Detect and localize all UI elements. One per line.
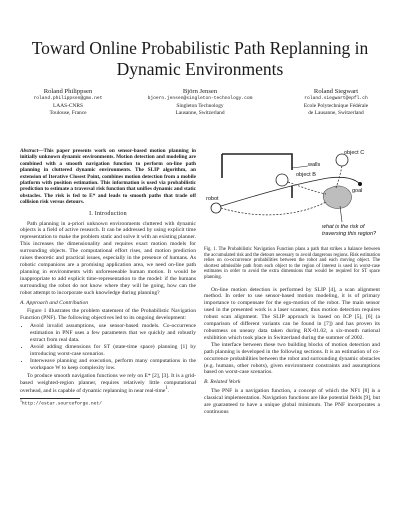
author-name: Roland Siegwart bbox=[313, 88, 359, 95]
interface-paragraph: The interface between these two building blocks of motion detection and path planning is developed in the following sections. It is an estimation of co-occurrence probabilities between the robot and surrounding dynamic obstacles (e.g. humans, other robots), given environment constraints and assumptions based on worst-case scenarios. bbox=[204, 341, 380, 376]
smooth-nav-paragraph: To produce smooth navigation functions we rely on E* [2], [3]. It is a grid-based weighted-region planner, requires relatively little computational overhead, and is capable of dynamic replanning in near real-time$^1$. bbox=[20, 372, 196, 395]
object-c-label: object C bbox=[344, 150, 365, 156]
section-heading-introduction: I. Introduction bbox=[89, 210, 127, 217]
author-block-2 bbox=[140, 88, 260, 116]
author-org: LAAS-CNRS bbox=[53, 102, 83, 109]
question-label-line2: traversing this region? bbox=[322, 231, 377, 237]
related-paragraph: The PNF is a navigation function, a concept of which the NF1 [8] is a classical implementation. Navigation functions are like potential fields [9], but are guaranteed to have a unique global minimum. The PNF incorporates a continuous bbox=[204, 388, 380, 415]
author-name: Roland Philippsen bbox=[43, 88, 93, 95]
footnote-marker: 1 bbox=[165, 386, 168, 392]
worst-case-paths bbox=[221, 166, 342, 215]
list-item: • Avoid adding dimensions for ST (state-time space) planning [1] by introducing worst-case scenarios. bbox=[30, 344, 196, 358]
object-b-label: object B bbox=[296, 172, 316, 178]
goal-label: goal bbox=[352, 188, 363, 194]
intro-paragraph: Path planning in a-priori unknown environments cluttered with dynamic objects is a field of active research. It can be addressed by using explicit time representation to make the problem static and solve it with an existing planner. This increases the dimensionality and requires exact motion models for surrounding objects. The computational effort rises, and motion prediction raises theoretic and practical issues, especially in the presence of humans. As robotic companions are a promising application area, we need on-line path planning in environments with unforeseeable human motion. It would be inappropriate to add explicit time-representation to the model: if the humans surrounding the robot do not know where they will be going, how can the robot attempt to incorporate such knowledge during planning? bbox=[20, 220, 197, 296]
list-item: • Avoid invalid assumptions, use sensor-based models. Co-occurrence estimation in PNF uses a few parameters that we quickly and robustly extract from real data. bbox=[30, 323, 196, 344]
walls-label: walls bbox=[308, 162, 321, 168]
smooth-nav-text: To produce smooth navigation functions we rely on E* [2], [3]. It is a grid-based weighted-region planner, requires relatively little computational overhead, and is capable of dynamic replanning in near real-time bbox=[20, 372, 196, 395]
figure-caption: Fig. 1. The Probabilistic Navigation Function plans a path that strikes a balance between the accumulated risk and the detours necessary to avoid dangerous regions. Risk estimation relies on co-occurrence probabilities between the robot and each moving object. The shortest admissible path from each object to the region of interest is used in worst-case estimates in order to avoid the extra dimensions that would be required for ST space planning. bbox=[204, 247, 380, 280]
author-org: Singleton Technology bbox=[176, 102, 224, 109]
abstract bbox=[20, 148, 196, 206]
robot-label: robot bbox=[206, 196, 219, 202]
author-email: bjoern.jensen@singleton-technology.com bbox=[147, 96, 253, 101]
objectives-list bbox=[20, 323, 196, 371]
risk-region bbox=[323, 186, 351, 209]
figure-1-diagram bbox=[204, 148, 380, 246]
approach-paragraph: Figure 1 illustrates the problem statement of the Probabilistic Navigation Function (PNF). The following objectives led to its ongoing development: bbox=[20, 308, 196, 322]
footnote-number: 1 bbox=[20, 399, 22, 404]
paper-title: Toward Online Probabilistic Path Replanning in Dynamic Environments bbox=[31, 38, 369, 79]
question-label-line1: what is the risk of bbox=[322, 224, 365, 230]
object-b-shape bbox=[276, 174, 288, 186]
author-org: Ecole Polytechnique Fédérale bbox=[303, 102, 369, 109]
author-email: roland.philippsen@gmx.net bbox=[33, 96, 103, 101]
robot-shape bbox=[211, 203, 221, 213]
abstract-label: Abstract— bbox=[20, 148, 44, 154]
footnote-url: http://estar.sourceforge.net/ bbox=[21, 401, 102, 407]
subsection-heading-related: B. Related Work bbox=[204, 379, 241, 386]
footnote bbox=[20, 399, 196, 407]
author-email: roland.siegwart@epfl.ch bbox=[304, 96, 368, 101]
subsection-heading-approach: A. Approach and Contribution bbox=[20, 299, 89, 306]
list-item: • Interweave planning and execution, perform many computations in the workspace W to keep complexity low. bbox=[30, 358, 196, 372]
author-block-3 bbox=[282, 88, 390, 116]
author-city: Lausanne, Switzerland bbox=[175, 109, 225, 116]
abstract-text: This paper presents work on sensor-based motion planning in initially unknown dynamic environments. Motion detection and modeling are combined with a smooth navigation function to perform on-line path planning in cluttered dynamic environments. The SLIP algorithm, an extension of Iterative Closest Point, combines motion detection from a mobile platform with position estimation. This information is used via probabilistic prediction to estimate a traversal risk function that unifies dynamic and static obstacles. The risk is fed to E* and leads to smooth paths that trade off collision risk versus detours. bbox=[20, 148, 196, 206]
right-column bbox=[204, 148, 380, 416]
author-city: Toulouse, France bbox=[49, 109, 87, 116]
slip-paragraph: On-line motion detection is performed by SLIP [4], a scan alignment method. In order to use sensor-based motion modeling, it is of primary importance to compensate for the ego-motion of the robot. The main sensor used in the presented work is a laser scanner, thus motion detection requires robust scan alignment. The SLIP approach is based on ICP [5], [6] (a comparison of different variants can be found in [7]) and has proven its robustness on uneasy data taken during RX-01.02, a six-month national exhibition which took place in Switzerland during the summer of 2002. bbox=[204, 286, 380, 341]
author-block-1 bbox=[22, 88, 114, 116]
figure-1 bbox=[204, 148, 380, 246]
left-column bbox=[20, 148, 196, 407]
author-city: de Lausanne, Switzerland bbox=[308, 109, 364, 116]
author-name: Björn Jensen bbox=[182, 88, 218, 95]
